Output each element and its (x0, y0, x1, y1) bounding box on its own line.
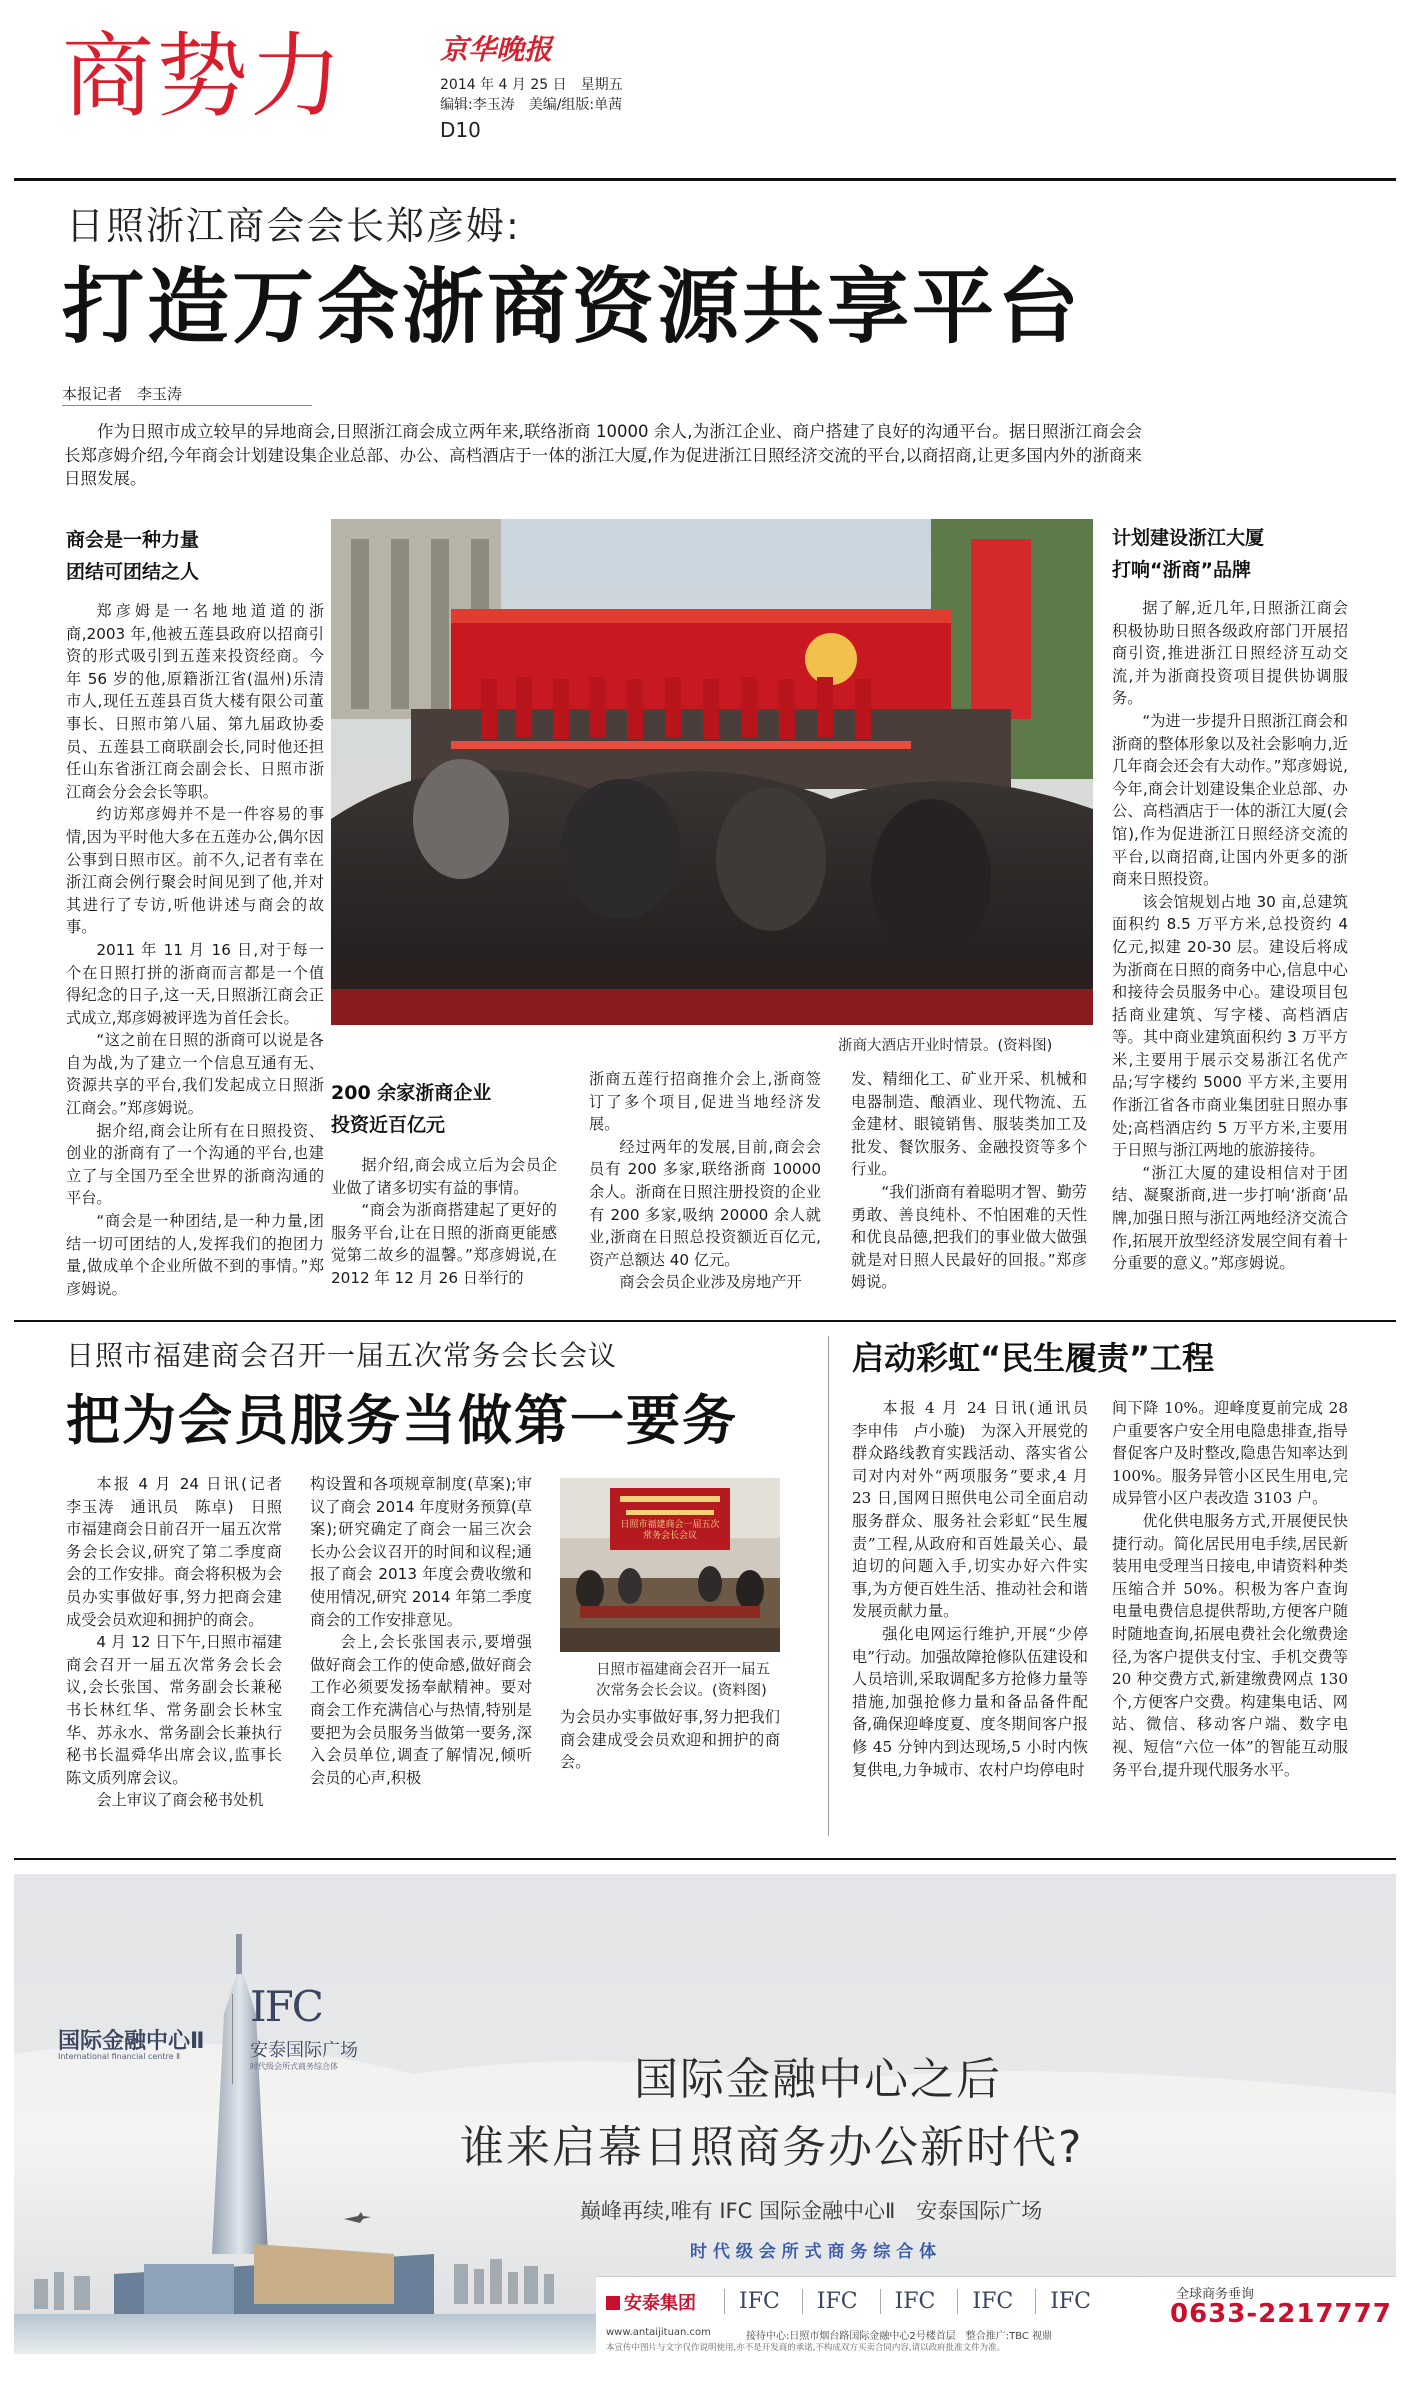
paragraph: 据介绍,商会成立后为会员企业做了诸多切实有益的事情。 (331, 1156, 557, 1197)
paragraph: “我们浙商有着聪明才智、勤劳勇敢、善良纯朴、不怕困难的天性和优良品德,把我们的事业做大做强就是对日照人民最好的回报。”郑彦姆说。 (851, 1182, 1087, 1292)
paragraph: 强化电网运行维护,开展“少停电”行动。加强故障抢修队伍建设和人员培训,采取调配多方抢修力量等措施,加强抢修力量和备品备件配备,确保迎峰度夏、度冬期间客户报修 45 分钟内到达现场,5 小时内恢复供电,力争城市、农村户均停电时 (852, 1624, 1088, 1779)
ifc-logo-icon: IFC (724, 2289, 780, 2314)
ad-logo-cn: 国际金融中心Ⅱ (58, 2029, 205, 2054)
story1-headline: 打造万余浙商资源共享平台 (62, 260, 1083, 355)
story2-col1 (66, 1473, 298, 1859)
story3-col1 (852, 1397, 1104, 1837)
paragraph: 据了解,近几年,日照浙江商会积极协助日照各级政府部门开展招商引资,推进浙江日照经济互动交流,并为浙商投资项目提供协调服务。 (1112, 599, 1348, 708)
byline-rule (62, 405, 312, 406)
ceremony-photo (331, 519, 1093, 1025)
ad-url: www.antaijituan.com (606, 2327, 711, 2338)
section-rule-1 (14, 1320, 1396, 1322)
paragraph: 该会馆规划占地 30 亩,总建筑面积约 8.5 万平方米,总投资约 4 亿元,拟建 20-30 层。建设后将成为浙商在日照的商务中心,信息中心和接待会员服务中心。建设项目包括商业建筑、写字楼、高档酒店等。其中商业建筑面积约 3 万平方米,主要用于展示交易浙江名优产品;写字楼约 5000 平方米,主要用作浙江省各市商业集团驻日照办事处;高档酒店约 5 万平方米,主要用于日照与浙江两地的旅游接待。 (1112, 892, 1348, 1160)
ad-tagline: 巅峰再续,唯有 IFC 国际金融中心Ⅱ 安泰国际广场 (580, 2199, 1043, 2223)
paragraph: 4 月 12 日下午,日照市福建商会召开一届五次常务会长会议,会长张国、常务副会长兼秘书长林红华、常务副会长林宝华、苏永水、常务副会长兼执行秘书长温舜华出席会议,监事长陈文质列席会议。 (66, 1633, 282, 1787)
photo-caption: 浙商大酒店开业时情景。(资料图) (838, 1038, 1053, 1054)
paragraph: 间下降 10%。迎峰度夏前完成 28 户重要客户安全用电隐患排查,指导督促客户及时整改,隐患告知率达到 100%。服务异管小区民生用电,完成异管小区户表改造 3103 户。 (1112, 1399, 1348, 1508)
ifc-logo-icon: IFC (802, 2289, 858, 2314)
story2-kicker: 日照市福建商会召开一届五次常务会长会议 (66, 1339, 618, 1372)
section-title: 商势力 (62, 23, 345, 130)
masthead-rule (14, 178, 1396, 181)
ifc-logo-icon: IFC (957, 2289, 1013, 2314)
story1-sub3b: 打响“浙商”品牌 (1112, 559, 1251, 581)
story1-col2 (331, 1154, 557, 1312)
meeting-photo (560, 1478, 780, 1652)
ad-phone: 0633-2217777 (1170, 2299, 1392, 2329)
story1-col4 (851, 1068, 1087, 1312)
story1-col3 (589, 1068, 821, 1312)
paragraph: 2011 年 11 月 16 日,对于每一个在日照打拼的浙商而言都是一个值得纪念的日子,这一天,日照浙江商会正式成立,郑彦姆被评选为首任会长。 (66, 940, 324, 1027)
paragraph: 会上,会长张国表示,要增强做好商会工作的使命感,做好商会工作必须要发扬奉献精神。要对商会工作充满信心与热情,特别是要把为会员服务当做第一要务,深入会员单位,调查了解情况,倾听会员的心声,积极 (310, 1633, 532, 1787)
story2-col2 (310, 1473, 532, 1859)
ad-brand: 安泰国际广场 (250, 2040, 358, 2061)
paragraph: “为进一步提升日照浙江商会和浙商的整体形象以及社会影响力,近几年商会还会有大动作。”郑彦姆说,今年,商会计划建设集企业总部、办公、高档酒店于一体的浙江大厦(会馆),作为促进浙江日照经济交流的平台,以商招商,让国内外更多的浙商来日照投资。 (1112, 711, 1348, 889)
ad-logo-divider (232, 1994, 233, 2084)
ad-address: 接待中心:日照市烟台路国际金融中心2号楼首层 整合推广:TBC 视鼎 (746, 2331, 1053, 2342)
story1-sub3a: 计划建设浙江大厦 (1112, 527, 1265, 549)
paragraph: “商会为浙商搭建起了更好的服务平台,让在日照的浙商更能感觉第二故乡的温馨。”郑彦姆说,在 2012 年 12 月 26 日举行的 (331, 1201, 557, 1287)
paragraph: “商会是一种团结,是一种力量,团结一切可团结的人,发挥我们的抱团力量,做成单个企业所做不到的事情。”郑彦姆说。 (66, 1212, 324, 1298)
column-divider (828, 1336, 829, 1836)
ifc-logo-icon: IFC (880, 2289, 936, 2314)
story1-sub1a: 商会是一种力量 (66, 529, 200, 551)
paragraph: 本报 4 月 24 日讯(通讯员 李申伟 卢小璇) 为深入开展党的群众路线教育实践活动、落实省公司对内对外“两项服务”要求,4 月 23 日,国网日照供电公司全面启动服务群众、服务社会彩虹“民生履责”工程,从政府和百姓最关心、最迫切的问题入手,切实办好六件实事,为方便百姓生活、推动社会和谐发展贡献力量。 (852, 1399, 1104, 1621)
paragraph: 浙商五莲行招商推介会上,浙商签订了多个项目,促进当地经济发展。 (589, 1070, 821, 1134)
story3-headline: 启动彩虹“民生履责”工程 (852, 1339, 1215, 1377)
story1-sub1b: 团结可团结之人 (66, 561, 200, 583)
ifc-logo-icon: IFC (1035, 2289, 1091, 2314)
story1-sub2a: 200 余家浙商企业 (331, 1082, 492, 1104)
ad-hotline-label: 全球商务垂询 (1176, 2287, 1255, 2302)
group-mark-icon (606, 2296, 620, 2310)
ad-disclaimer: 本宣传中图片与文字仅作说明使用,亦不是开发商的承诺,不构成双方买卖合同内容,请以政府批准文件为准。 (606, 2343, 1006, 2353)
paragraph: 经过两年的发展,目前,商会会员有 200 多家,联络浙商 10000 余人。浙商在日照注册投资的企业有 200 多家,吸纳 20000 余人就业,浙商在日照总投资额近百亿元,资产总额达 40 亿元。 (589, 1137, 821, 1269)
ad-slogan: 时 代 级 会 所 式 商 务 综 合 体 (690, 2242, 937, 2262)
paragraph: 发、精细化工、矿业开采、机械和电器制造、酿酒业、现代物流、五金建材、眼镜销售、服装类加工及批发、餐饮服务、金融投资等多个行业。 (851, 1070, 1087, 1179)
story2-headline: 把为会员服务当做第一要务 (66, 1389, 738, 1452)
ad-logo-en: International financial centre Ⅱ (58, 2052, 181, 2061)
story1-lead: 作为日照市成立较早的异地商会,日照浙江商会成立两年来,联络浙商 10000 余人,为浙江企业、商户搭建了良好的沟通平台。据日照浙江商会会长郑彦姆介绍,今年商会计划建设集企业总部、办公、高档酒店于一体的浙江大厦,作为促进浙江日照经济交流的平台,以商招商,让更多国内外的浙商来日照发展。 (64, 422, 1142, 488)
paragraph: “这之前在日照的浙商可以说是各自为战,为了建立一个信息互通有无、资源共享的平台,我们发起成立日照浙江商会。”郑彦姆说。 (66, 1031, 324, 1118)
story1-col1 (66, 600, 324, 1310)
ad-brand-sub: 时代级会所式商务综合体 (250, 2062, 338, 2071)
newspaper-logo: 京华晚报 (440, 33, 553, 66)
date-line: 2014 年 4 月 25 日 星期五 (440, 77, 623, 93)
paragraph: 构设置和各项规章制度(草案);审议了商会 2014 年度财务预算(草案);研究确定了商会一届三次会长办公会议召开的时间和议程;通报了商会 2013 年度会费收缴和使用情况,研究 2014 年第二季度商会的工作安排意见。 (310, 1475, 532, 1629)
ad-group-logo: 安泰集团 (606, 2289, 696, 2315)
ad-partner-logos (724, 2283, 1164, 2319)
paragraph: 据介绍,商会让所有在日照投资、创业的浙商有了一个沟通的平台,也建立了与全国乃至全世界的浙商沟通的平台。 (66, 1121, 324, 1208)
ad-headline-2: 谁来启幕日照商务办公新时代? (460, 2122, 1084, 2173)
paragraph: 约访郑彦姆并不是一件容易的事情,因为平时他大多在五莲办公,偶尔因公事到日照市区。前不久,记者有幸在浙江商会例行聚会时间见到了他,并对其进行了专访,听他讲述与商会的故事。 (66, 805, 324, 937)
ad-footer-bar (596, 2276, 1396, 2355)
story1-col5 (1112, 597, 1348, 1312)
paragraph: “浙江大厦的建设相信对于团结、凝聚浙商,进一步打响‘浙商’品牌,加强日照与浙江两地经济交流合作,拓展开放型经济发展空间有着十分重要的意义。”郑彦姆说。 (1112, 1163, 1348, 1273)
paragraph: 本报 4 月 24 日讯(记者 李玉涛 通讯员 陈卓) 日照市福建商会日前召开一届五次常务会长会议,研究了第二季度商会的工作安排。商会将积极为会员办实事做好事,努力把商会建成受会员欢迎和拥护的商会。 (66, 1475, 298, 1629)
story2-col3: 为会员办实事做好事,努力把我们商会建成受会员欢迎和拥护的商会。 (560, 1708, 780, 1772)
editors-line: 编辑:李玉涛 美编/组版:单茜 (440, 97, 623, 113)
paragraph: 会上审议了商会秘书处机 (96, 1791, 264, 1810)
ifc-advertisement (14, 1874, 1396, 2354)
page-number: D10 (440, 118, 481, 142)
meeting-photo-caption: 日照市福建商会召开一届五次常务会长会议。(资料图) (596, 1662, 770, 1699)
story1-byline: 本报记者 李玉涛 (62, 385, 183, 403)
section-rule-2 (14, 1858, 1396, 1860)
meeting-banner-text: 日照市福建商会一届五次常务会长会议 (620, 1520, 720, 1541)
paragraph: 郑彦姆是一名地地道道的浙商,2003 年,他被五莲县政府以招商引资的形式吸引到五莲来投资经商。今年 56 岁的他,原籍浙江省(温州)乐清市人,现任五莲县百货大楼有限公司董事长、日照市第八届、第九届政协委员、五莲县工商联副会长,同时他还担任山东省浙江商会副会长、日照市浙江商会分会会长等职。 (66, 602, 324, 801)
paragraph: 商会会员企业涉及房地产开 (619, 1273, 802, 1292)
ad-headline-1: 国际金融中心之后 (634, 2054, 1002, 2105)
ad-ifc-mark: IFC (250, 1982, 322, 2031)
story3-col2 (1112, 1397, 1348, 1837)
story1-sub2b: 投资近百亿元 (331, 1114, 446, 1136)
story1-kicker: 日照浙江商会会长郑彦姆: (66, 204, 521, 248)
paragraph: 优化供电服务方式,开展便民快捷行动。简化居民用电手续,居民新装用电受理当日接电,申请资料种类压缩合并 50%。积极为客户查询电量电费信息提供帮助,方便客户随时随地查询,拓展电费社会化缴费途径,为客户提供支付宝、手机交费等 20 种交费方式,新建缴费网点 130 个,方便客户交费。构建集电话、网站、微信、移动客户端、数字电视、短信“六位一体”的智能互动服务平台,提升现代服务水平。 (1112, 1511, 1348, 1779)
